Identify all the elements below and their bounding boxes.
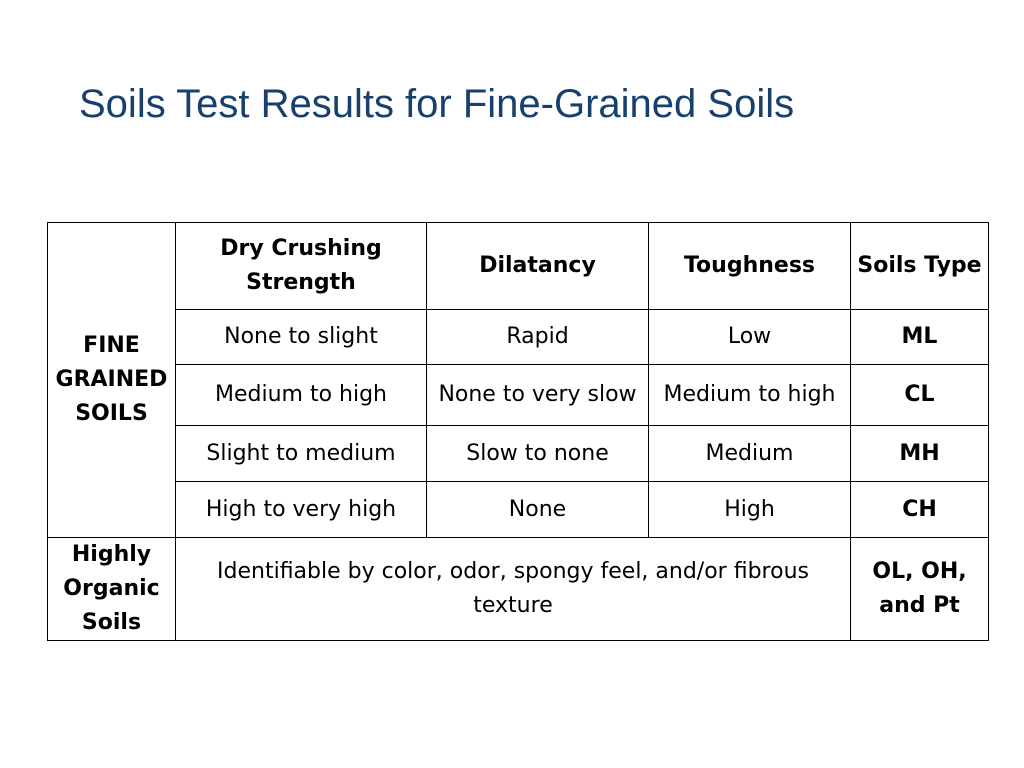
table-row: [48, 426, 989, 482]
header-toughness: Toughness: [649, 223, 851, 310]
organic-identification-description: Identifiable by color, odor, spongy feel, and/or fibrous texture: [176, 538, 851, 641]
soils-test-table: [47, 222, 989, 641]
cell-dry-crushing-strength: High to very high: [176, 482, 427, 538]
table-header-row: [48, 223, 989, 310]
cell-dilatancy: Slow to none: [427, 426, 649, 482]
cell-dilatancy: Rapid: [427, 310, 649, 365]
cell-soils-type: CH: [851, 482, 989, 538]
cell-dry-crushing-strength: Medium to high: [176, 365, 427, 426]
cell-toughness: Medium: [649, 426, 851, 482]
cell-toughness: Medium to high: [649, 365, 851, 426]
header-dilatancy: Dilatancy: [427, 223, 649, 310]
cell-toughness: Low: [649, 310, 851, 365]
table-row-organic: [48, 538, 989, 641]
cell-soils-type: CL: [851, 365, 989, 426]
cell-soils-type: OL, OH, and Pt: [851, 538, 989, 641]
cell-dilatancy: None: [427, 482, 649, 538]
table-row: [48, 310, 989, 365]
header-dry-crushing-strength: Dry Crushing Strength: [176, 223, 427, 310]
table-row: [48, 482, 989, 538]
cell-dilatancy: None to very slow: [427, 365, 649, 426]
cell-soils-type: ML: [851, 310, 989, 365]
fine-grained-soils-label: FINE GRAINED SOILS: [48, 223, 176, 538]
table-row: [48, 365, 989, 426]
header-soils-type: Soils Type: [851, 223, 989, 310]
cell-toughness: High: [649, 482, 851, 538]
cell-dry-crushing-strength: None to slight: [176, 310, 427, 365]
page-title: Soils Test Results for Fine-Grained Soils: [79, 82, 795, 126]
highly-organic-soils-label: Highly Organic Soils: [48, 538, 176, 641]
cell-soils-type: MH: [851, 426, 989, 482]
cell-dry-crushing-strength: Slight to medium: [176, 426, 427, 482]
